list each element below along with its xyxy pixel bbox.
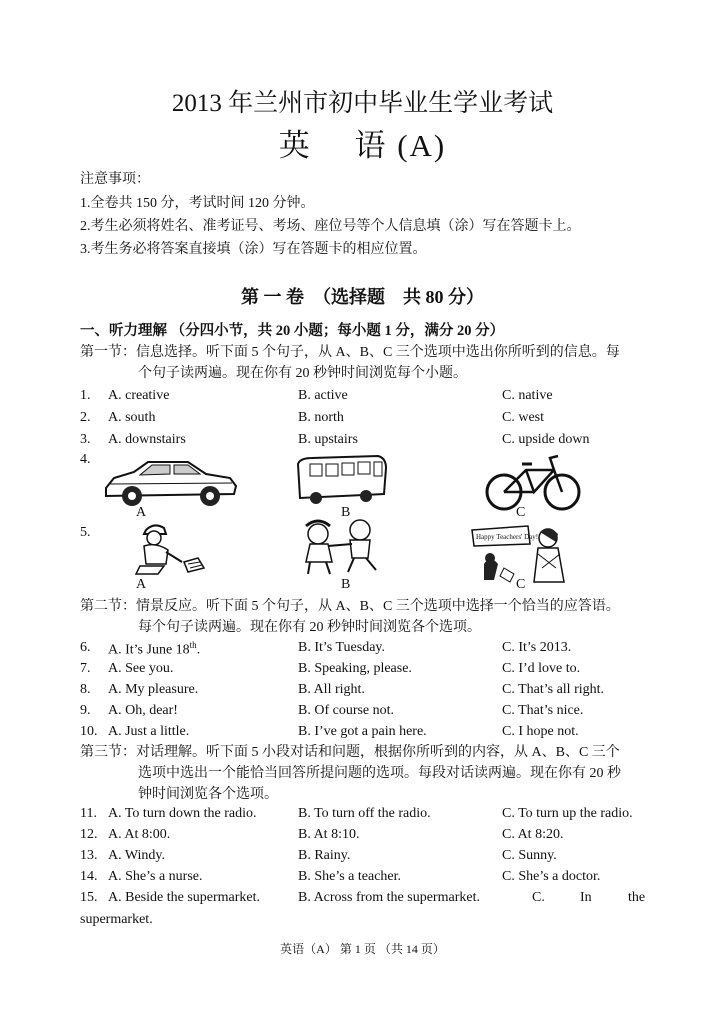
question-row xyxy=(80,410,650,430)
question-number: 2. xyxy=(80,410,91,425)
exam-title: 2013 年兰州市初中毕业生学业考试 xyxy=(171,90,554,117)
section3-instructions xyxy=(80,742,650,805)
note-item: 2.考生必须将姓名、准考证号、考场、座位号等个人信息填（涂）写在答题卡上。 xyxy=(80,219,581,234)
option-c-word: In xyxy=(580,890,592,905)
notes-heading: 注意事项： xyxy=(80,172,150,187)
section2-line1: 第二节：情景反应。听下面 5 个句子，从 A、B、C 三个选项中选择一个恰当的应答语。 xyxy=(80,599,620,614)
question-number: 8. xyxy=(80,682,91,697)
option-a: A. creative xyxy=(108,388,170,403)
option-c: C. That’s nice. xyxy=(502,703,584,718)
section1-line2: 个句子读两遍。现在你有 20 秒钟时间浏览每个小题。 xyxy=(138,366,467,381)
section2-instructions xyxy=(80,596,650,638)
option-b: B. I’ve got a pain here. xyxy=(298,724,427,739)
boy-picking-trash-picture xyxy=(128,522,212,578)
option-a: A. Windy. xyxy=(108,848,165,863)
option-c: C. native xyxy=(502,388,553,403)
car-picture xyxy=(100,458,240,510)
picture-label: A xyxy=(136,577,147,592)
bicycle-picture xyxy=(484,452,582,512)
subject-title: 英 语 (A) xyxy=(278,128,447,163)
question-number: 10. xyxy=(80,724,98,739)
option-a-text: A. It’s June 18 xyxy=(108,642,190,658)
question-row xyxy=(80,827,650,847)
question-number: 6. xyxy=(80,640,91,655)
option-b: B. active xyxy=(298,388,348,403)
option-a-sup: th xyxy=(189,640,197,650)
option-a: A. Just a little. xyxy=(108,724,190,739)
question-row xyxy=(80,890,650,910)
question-row xyxy=(80,388,650,408)
option-c: C. I’d love to. xyxy=(502,661,581,676)
option-c: C. xyxy=(532,890,545,905)
question-row xyxy=(80,682,650,702)
option-c: C. To turn up the radio. xyxy=(502,806,633,821)
option-c-wrap: supermarket. xyxy=(80,912,153,927)
option-a: A. Beside the supermarket. xyxy=(108,890,261,905)
picture-label: C xyxy=(516,505,526,520)
picture-label: B xyxy=(341,577,351,592)
option-a: A. south xyxy=(108,410,156,425)
section3-line2: 选项中选出一个能恰当回答所提问题的选项。每段对话读两遍。现在你有 20 秒 xyxy=(138,766,621,781)
bus-picture xyxy=(292,454,390,506)
page-footer: 英语（A） 第 1 页 （共 14 页） xyxy=(280,942,445,956)
option-b: B. Speaking, please. xyxy=(298,661,412,676)
section1-line1: 第一节：信息选择。听下面 5 个句子，从 A、B、C 三个选项中选出你所听到的信息。每 xyxy=(80,345,620,360)
question-row xyxy=(80,703,650,723)
option-a xyxy=(108,640,200,659)
question-row xyxy=(80,869,650,889)
option-b: B. Rainy. xyxy=(298,848,351,863)
option-b: B. upstairs xyxy=(298,432,358,447)
option-b: B. It’s Tuesday. xyxy=(298,640,386,655)
option-c: C. That’s all right. xyxy=(502,682,605,697)
option-a: A. She’s a nurse. xyxy=(108,869,203,884)
card-text: Happy Teachers' Day! xyxy=(476,533,539,541)
question-number: 11. xyxy=(80,806,97,821)
option-a: A. downstairs xyxy=(108,432,186,447)
question-number: 12. xyxy=(80,827,98,842)
option-b: B. All right. xyxy=(298,682,365,697)
option-b: B. Across from the supermarket. xyxy=(298,890,480,905)
option-a: A. To turn down the radio. xyxy=(108,806,257,821)
section1-instructions xyxy=(80,342,650,384)
question-row xyxy=(80,661,650,681)
option-a-end: . xyxy=(196,642,201,658)
kids-playing-picture xyxy=(296,514,386,576)
question-number: 14. xyxy=(80,869,98,884)
question-number: 5. xyxy=(80,525,91,540)
option-a: A. Oh, dear! xyxy=(108,703,178,718)
question-number: 9. xyxy=(80,703,91,718)
question-row xyxy=(80,724,650,744)
question-number: 13. xyxy=(80,848,98,863)
option-b: B. At 8:10. xyxy=(298,827,360,842)
option-b: B. She’s a teacher. xyxy=(298,869,402,884)
question-number: 4. xyxy=(80,452,91,467)
option-c: C. I hope not. xyxy=(502,724,579,739)
option-c: C. west xyxy=(502,410,544,425)
option-c: C. upside down xyxy=(502,432,590,447)
question-number: 15. xyxy=(80,890,98,905)
option-c: C. Sunny. xyxy=(502,848,557,863)
question-row xyxy=(80,806,650,826)
option-a: A. At 8:00. xyxy=(108,827,171,842)
option-b: B. Of course not. xyxy=(298,703,395,718)
question-row xyxy=(80,432,650,452)
option-c: C. At 8:20. xyxy=(502,827,564,842)
section3-line3: 钟时间浏览各个选项。 xyxy=(138,787,278,802)
option-c: C. It’s 2013. xyxy=(502,640,572,655)
section2-line2: 每个句子读两遍。现在你有 20 秒钟时间浏览各个选项。 xyxy=(138,620,481,635)
volume-title: 第 一 卷 （选择题 共 80 分） xyxy=(241,287,484,307)
picture-label: C xyxy=(516,577,526,592)
note-item: 3.考生务必将答案直接填（涂）写在答题卡的相应位置。 xyxy=(80,242,427,257)
option-b: B. To turn off the radio. xyxy=(298,806,431,821)
question-row xyxy=(80,640,650,660)
question-row xyxy=(80,848,650,868)
option-c-word: the xyxy=(628,890,646,905)
question-number: 3. xyxy=(80,432,91,447)
option-c: C. She’s a doctor. xyxy=(502,869,601,884)
option-a: A. See you. xyxy=(108,661,174,676)
question-number: 7. xyxy=(80,661,91,676)
question-number: 1. xyxy=(80,388,91,403)
section3-line1: 第三节：对话理解。听下面 5 小段对话和问题，根据你所听到的内容，从 A、B、C 三个 xyxy=(80,745,620,760)
picture-label: B xyxy=(341,505,351,520)
part1-title: 一、听力理解 （分四小节，共 20 小题；每小题 1 分，满分 20 分） xyxy=(80,323,505,339)
option-a: A. My pleasure. xyxy=(108,682,199,697)
picture-label: A xyxy=(136,505,147,520)
note-item: 1.全卷共 150 分，考试时间 120 分钟。 xyxy=(80,196,315,211)
option-b: B. north xyxy=(298,410,344,425)
